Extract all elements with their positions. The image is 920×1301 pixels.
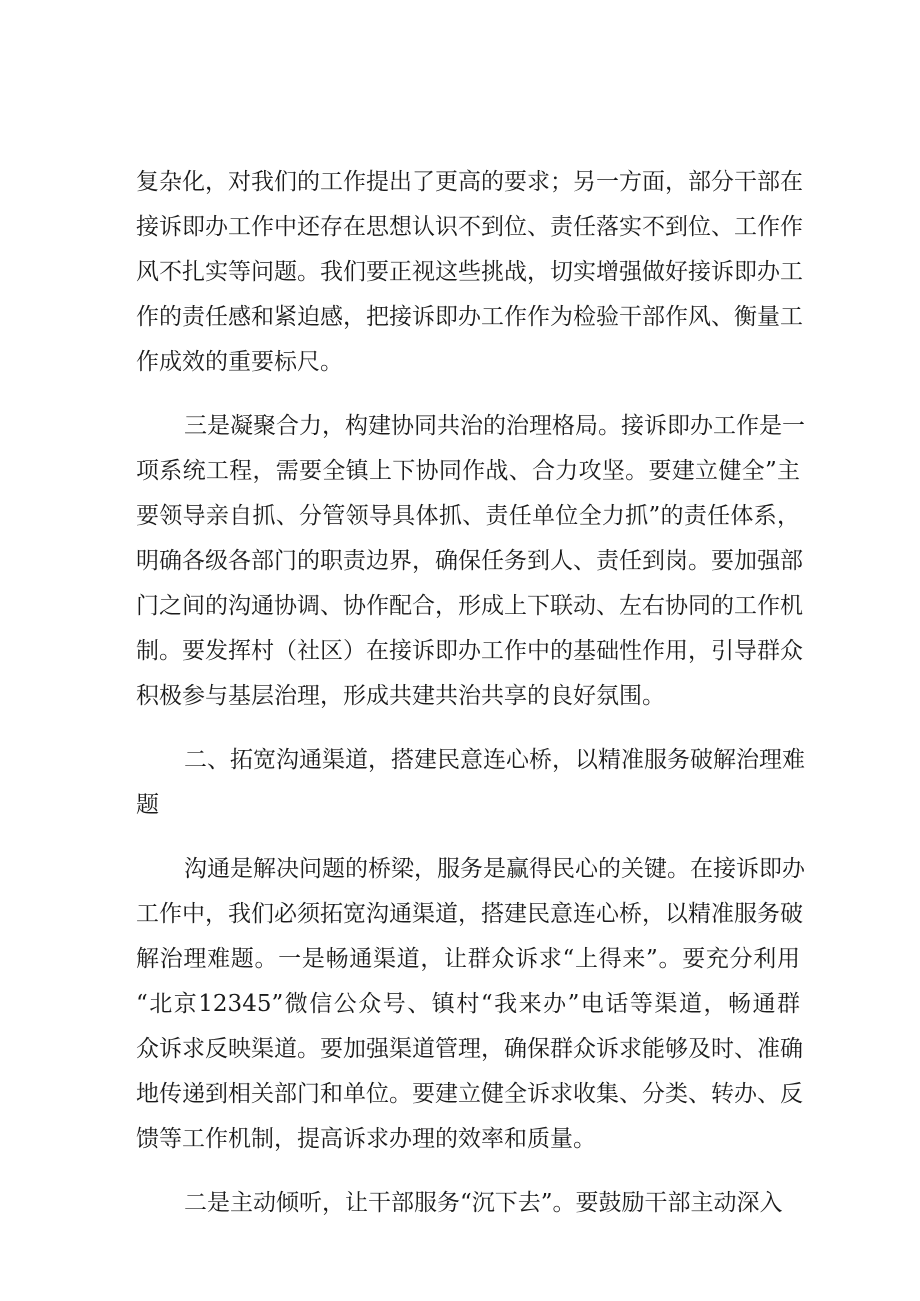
text-line: 项系统工程，需要全镇上下协同作战、合力攻坚。要建立健全”主 [136, 458, 800, 484]
text-line: 制。要发挥村（社区）在接诉即办工作中的基础性作用，引导群众 [136, 638, 803, 664]
paragraph-challenges [136, 160, 803, 385]
text-line: 风不扎实等问题。我们要正视这些挑战，切实增强做好接诉即办工 [136, 259, 803, 285]
text-line: 要领导亲自抓、分管领导具体抓、责任单位全力抓”的责任体系， [136, 503, 800, 529]
text-line: 地传递到相关部门和单位。要建立健全诉求收集、分类、转办、反 [136, 1081, 803, 1107]
text-line: 工作中，我们必须拓宽沟通渠道，搭建民意连心桥，以精准服务破 [136, 901, 803, 927]
text-line: 积极参与基层治理，形成共建共治共享的良好氛围。 [136, 683, 665, 709]
text-line: 沟通是解决问题的桥梁，服务是赢得民心的关键。在接诉即办 [184, 856, 805, 882]
text-line: 二是主动倾听，让干部服务“沉下去”。要鼓励干部主动深入 [184, 1190, 783, 1216]
text-line: 三是凝聚合力，构建协同共治的治理格局。接诉即办工作是一 [184, 413, 805, 439]
paragraph-synergy [136, 404, 805, 719]
text-line: 解治理难题。一是畅通渠道，让群众诉求“上得来”。要充分利用 [136, 946, 800, 972]
section-heading-two [136, 738, 805, 828]
paragraph-communication [136, 847, 805, 1162]
text-line: 明确各级各部门的职责边界，确保任务到人、责任到岗。要加强部 [136, 548, 803, 574]
document-body [136, 160, 805, 1245]
text-line: 门之间的沟通协调、协作配合，形成上下联动、左右协同的工作机 [136, 593, 803, 619]
text-line: 接诉即办工作中还存在思想认识不到位、责任落实不到位、工作作 [136, 214, 803, 240]
text-line: 众诉求反映渠道。要加强渠道管理，确保群众诉求能够及时、准确 [136, 1036, 803, 1062]
text-line: “北京12345”微信公众号、镇村“我来办”电话等渠道，畅通群 [136, 991, 800, 1017]
text-line: 作成效的重要标尺。 [136, 349, 343, 375]
text-line: 作的责任感和紧迫感，把接诉即办工作作为检验干部作风、衡量工 [136, 304, 803, 330]
heading-line: 二、拓宽沟通渠道，搭建民意连心桥，以精准服务破解治理难 [184, 747, 805, 773]
text-line: 馈等工作机制，提高诉求办理的效率和质量。 [136, 1126, 596, 1152]
text-line: 复杂化，对我们的工作提出了更高的要求；另一方面，部分干部在 [136, 169, 803, 195]
paragraph-listening [136, 1181, 800, 1226]
heading-line: 题 [136, 792, 159, 818]
